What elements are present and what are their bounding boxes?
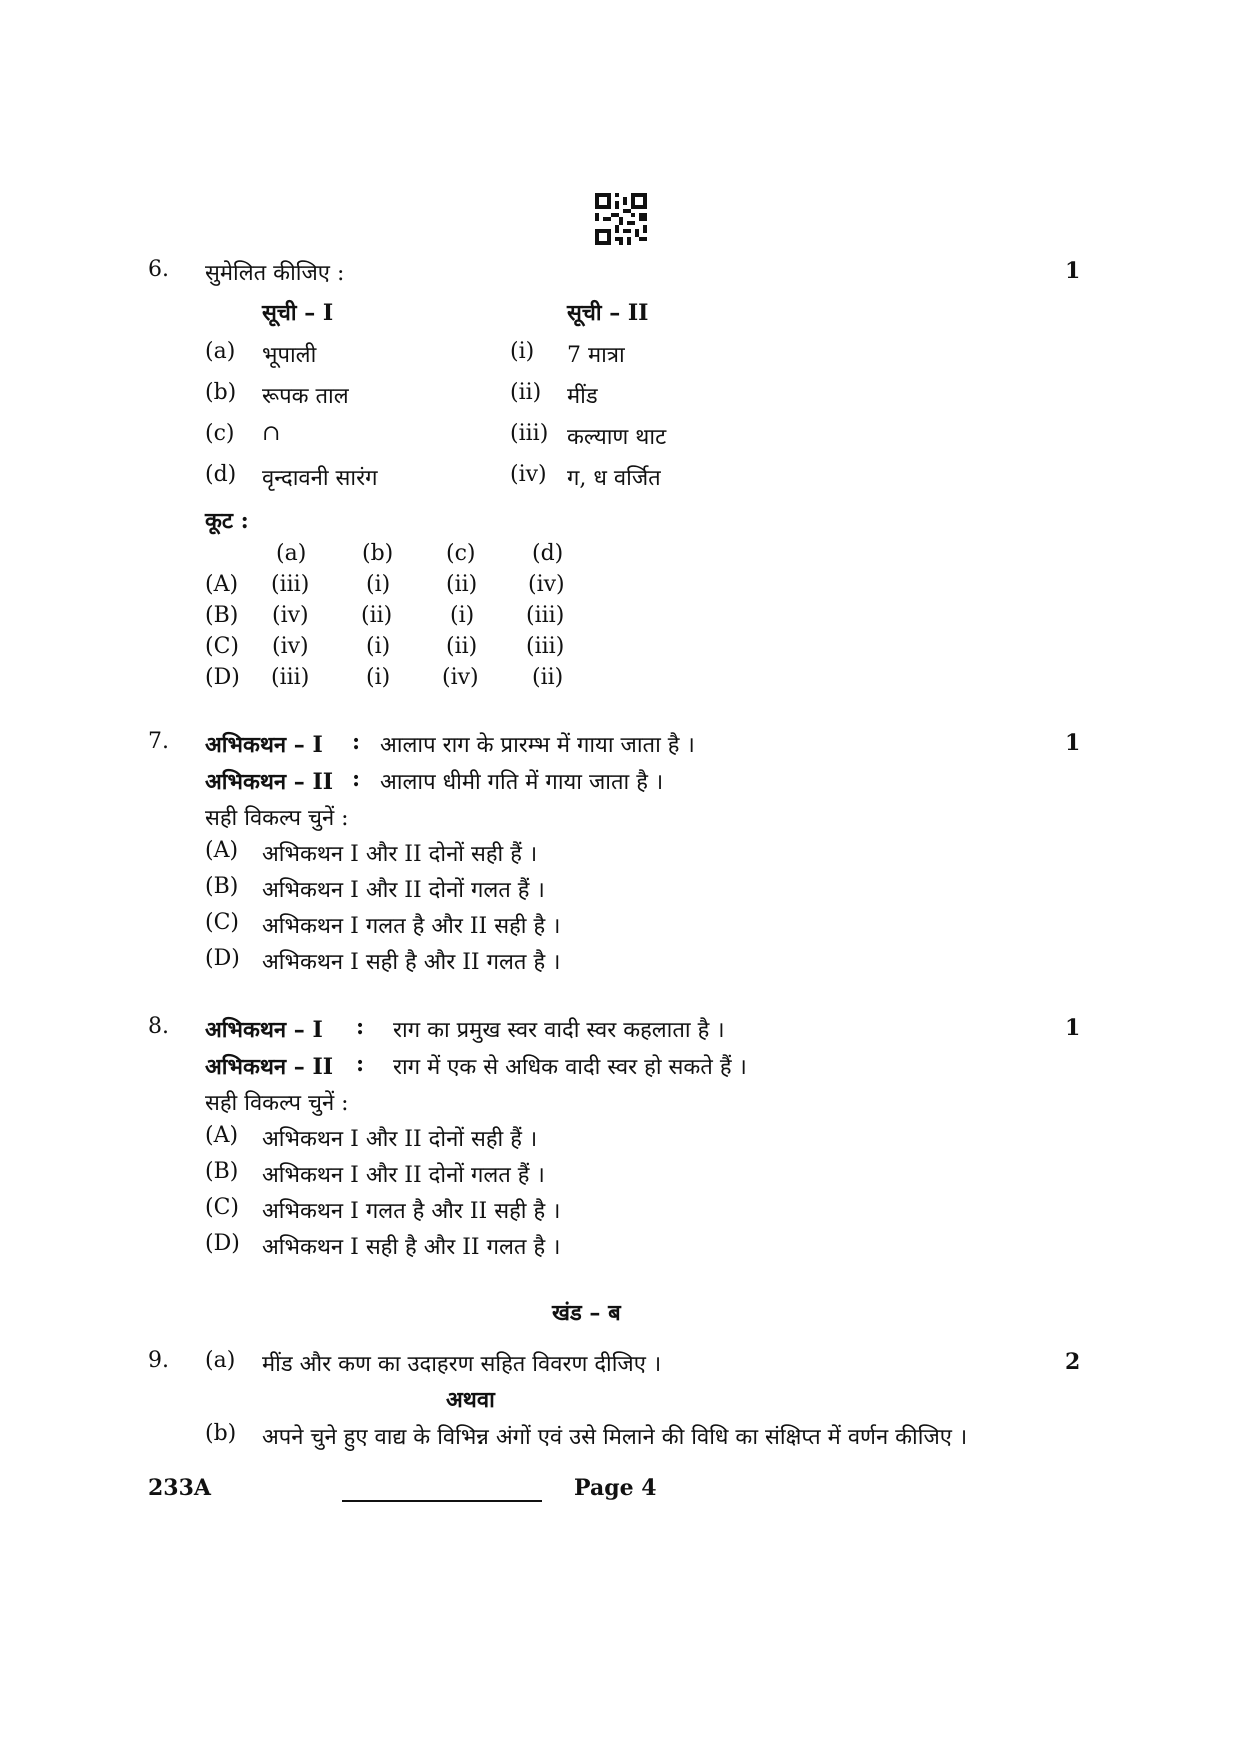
- option-text: अभिकथन I और II दोनों गलत हैं ।: [262, 1163, 545, 1188]
- list-2-label: (iv): [510, 462, 547, 487]
- assertion-2-text: राग में एक से अधिक वादी स्वर हो सकते हैं ।: [393, 1055, 747, 1080]
- list-2-header: सूची – II: [567, 300, 649, 326]
- option-text: अभिकथन I सही है और II गलत है ।: [262, 950, 561, 975]
- option-text: अभिकथन I और II दोनों गलत हैं ।: [262, 878, 545, 903]
- code-cell: (i): [366, 665, 391, 690]
- code-col-header: (a): [276, 541, 307, 566]
- option-text: अभिकथन I गलत है और II सही है ।: [262, 914, 561, 939]
- code-col-header: (c): [446, 541, 476, 566]
- subpart-b-label: (b): [205, 1421, 237, 1446]
- code-cell: (iv): [528, 572, 565, 597]
- list-2-item: ग, ध वर्जित: [567, 466, 661, 491]
- code-cell: (iv): [272, 603, 309, 628]
- code-cell: (iii): [271, 665, 310, 690]
- code-cell: (iv): [272, 634, 309, 659]
- list-1-label: (d): [205, 462, 237, 487]
- paper-code: 233A: [148, 1475, 211, 1501]
- question-marks: 1: [1065, 1015, 1081, 1041]
- code-cell: (ii): [446, 572, 478, 597]
- code-cell: (ii): [532, 665, 564, 690]
- list-2-label: (i): [510, 339, 535, 364]
- code-cell: (iv): [442, 665, 479, 690]
- option-label: (C): [205, 910, 239, 935]
- instruction: सही विकल्प चुनें :: [205, 806, 349, 831]
- subpart-a-text: मींड और कण का उदाहरण सहित विवरण दीजिए ।: [262, 1352, 662, 1377]
- question-number: 6.: [148, 257, 169, 282]
- code-label: कूट :: [205, 508, 249, 534]
- list-1-item: ∩: [262, 421, 281, 446]
- question-marks: 2: [1065, 1349, 1081, 1375]
- assertion-1-text: राग का प्रमुख स्वर वादी स्वर कहलाता है ।: [393, 1018, 725, 1043]
- list-1-label: (c): [205, 421, 235, 446]
- code-cell: (iii): [526, 603, 565, 628]
- list-2-item: कल्याण थाट: [567, 425, 667, 450]
- code-cell: (ii): [361, 603, 393, 628]
- option-label: (B): [205, 1159, 239, 1184]
- option-text: अभिकथन I और II दोनों सही हैं ।: [262, 842, 538, 867]
- option-label: (D): [205, 1231, 240, 1256]
- option-text: अभिकथन I गलत है और II सही है ।: [262, 1199, 561, 1224]
- list-1-item: वृन्दावनी सारंग: [262, 466, 378, 491]
- footer-divider: [342, 1500, 542, 1502]
- option-text: अभिकथन I सही है और II गलत है ।: [262, 1235, 561, 1260]
- list-2-item: 7 मात्रा: [567, 343, 625, 368]
- subpart-a-label: (a): [205, 1348, 236, 1373]
- assertion-1-label: अभिकथन – I: [205, 1017, 323, 1043]
- assertion-2-text: आलाप धीमी गति में गाया जाता है ।: [380, 770, 664, 795]
- option-label: (B): [205, 874, 239, 899]
- list-1-label: (a): [205, 339, 236, 364]
- code-option-label: (D): [205, 665, 240, 690]
- list-1-label: (b): [205, 380, 237, 405]
- list-1-item: भूपाली: [262, 343, 317, 368]
- code-cell: (i): [366, 634, 391, 659]
- question-number: 9.: [148, 1348, 169, 1373]
- option-text: अभिकथन I और II दोनों सही हैं ।: [262, 1127, 538, 1152]
- code-option-label: (A): [205, 572, 239, 597]
- assertion-colon: :: [352, 766, 361, 792]
- assertion-colon: :: [356, 1014, 365, 1040]
- code-cell: (i): [366, 572, 391, 597]
- code-cell: (iii): [271, 572, 310, 597]
- assertion-colon: :: [352, 729, 361, 755]
- page-number: Page 4: [574, 1475, 657, 1501]
- code-option-label: (C): [205, 634, 239, 659]
- question-marks: 1: [1065, 730, 1081, 756]
- or-separator: अथवा: [446, 1387, 495, 1413]
- instruction: सही विकल्प चुनें :: [205, 1091, 349, 1116]
- question-marks: 1: [1065, 258, 1081, 284]
- question-prompt: सुमेलित कीजिए :: [205, 261, 345, 286]
- list-2-label: (ii): [510, 380, 542, 405]
- option-label: (D): [205, 946, 240, 971]
- code-cell: (iii): [526, 634, 565, 659]
- code-col-header: (b): [362, 541, 394, 566]
- list-1-item: रूपक ताल: [262, 384, 349, 409]
- code-cell: (i): [450, 603, 475, 628]
- code-cell: (ii): [446, 634, 478, 659]
- section-heading: खंड – ब: [552, 1300, 621, 1326]
- option-label: (C): [205, 1195, 239, 1220]
- assertion-1-text: आलाप राग के प्रारम्भ में गाया जाता है ।: [380, 733, 695, 758]
- option-label: (A): [205, 1123, 239, 1148]
- option-label: (A): [205, 838, 239, 863]
- assertion-2-label: अभिकथन – II: [205, 769, 334, 795]
- question-number: 8.: [148, 1014, 169, 1039]
- assertion-2-label: अभिकथन – II: [205, 1054, 334, 1080]
- assertion-1-label: अभिकथन – I: [205, 732, 323, 758]
- code-col-header: (d): [532, 541, 564, 566]
- list-2-item: मींड: [567, 384, 598, 409]
- question-number: 7.: [148, 729, 169, 754]
- list-2-label: (iii): [510, 421, 549, 446]
- subpart-b-text: अपने चुने हुए वाद्य के विभिन्न अंगों एवं उसे मिलाने की विधि का संक्षिप्त में वर्णन कीजिए ।: [262, 1425, 968, 1450]
- code-option-label: (B): [205, 603, 239, 628]
- qr-code: [595, 193, 647, 245]
- list-1-header: सूची – I: [262, 300, 334, 326]
- assertion-colon: :: [356, 1051, 365, 1077]
